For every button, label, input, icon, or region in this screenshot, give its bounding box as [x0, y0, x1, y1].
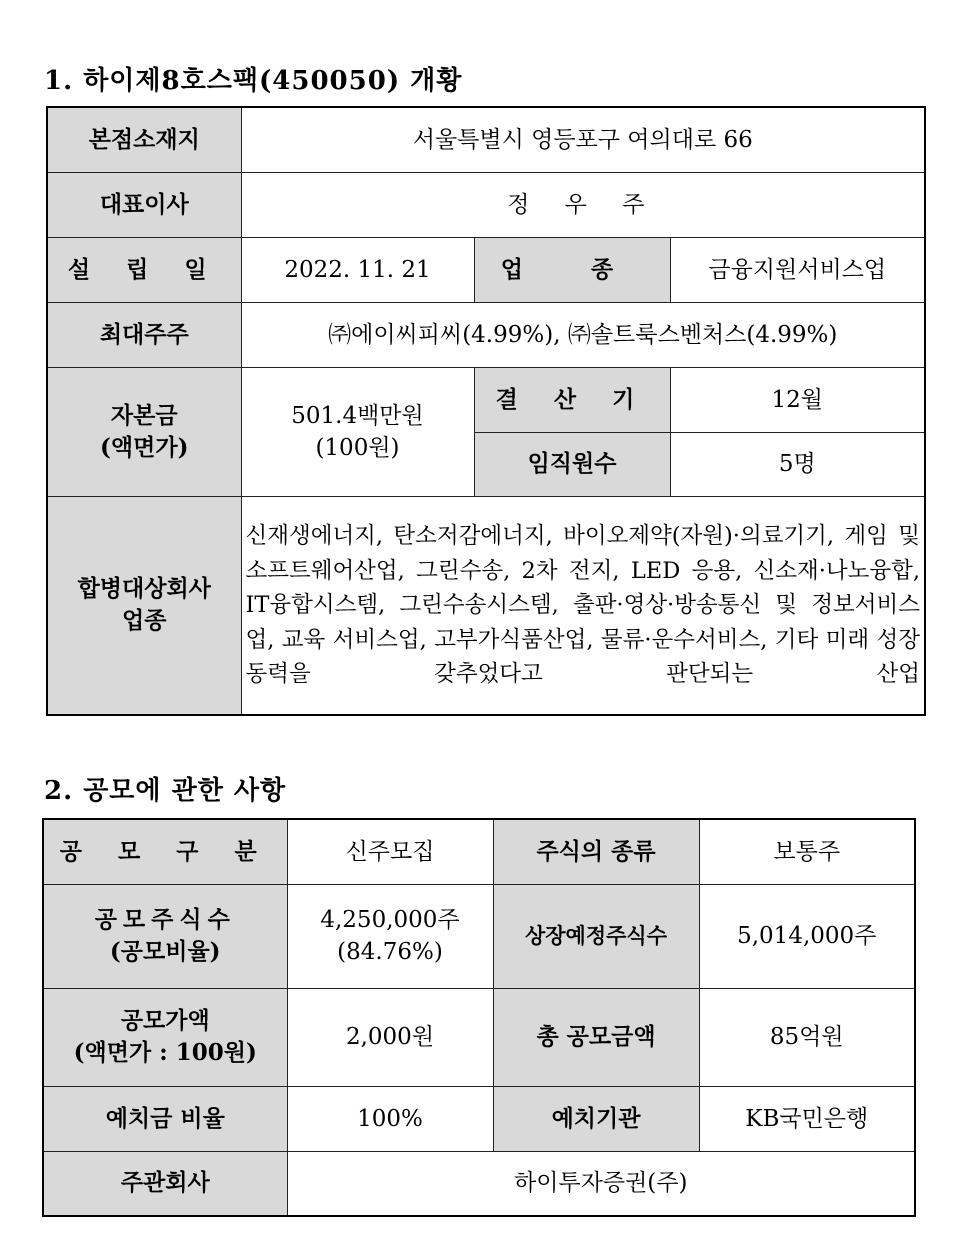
offering-shares-label-line1: 공모주식수 [94, 906, 236, 933]
section1-heading: 1. 하이제8호스팩(450050) 개황 [44, 66, 463, 96]
offering-shares-value-line1: 4,250,000주 [320, 907, 460, 933]
offering-table [42, 818, 916, 1217]
section2-heading: 2. 공모에 관한 사항 [44, 776, 287, 806]
capital-value [241, 367, 474, 496]
merger-industry-value: 신재생에너지, 탄소저감에너지, 바이오제약(자원)·의료기기, 게임 및 소프트웨어산업, 그린수송, 2차 전지, LED 응용, 신소재·나노융합, IT융합시스템, 그린수송시스템, 출판·영상·방송통신 및 정보서비스업, 교육 서비스업, 고부가식품산업, 물류·운수서비스, 기타 미래 성장 동력을 갖추었다고 판단되는 산업 [241, 496, 925, 715]
table-row [47, 172, 925, 237]
escrow-bank-value: KB국민은행 [699, 1086, 915, 1151]
escrow-bank-label: 예치기관 [493, 1086, 699, 1151]
staff-label: 임직원수 [474, 432, 670, 496]
capital-label [47, 367, 241, 496]
table-row [43, 884, 915, 988]
offering-price-label [43, 988, 287, 1086]
escrow-ratio-label: 예치금 비율 [43, 1086, 287, 1151]
ceo-label: 대표이사 [47, 172, 241, 237]
fiscal-value: 12월 [670, 367, 925, 432]
major-holder-value: ㈜에이씨피씨(4.99%), ㈜솔트룩스벤처스(4.99%) [241, 302, 925, 367]
share-kind-value: 보통주 [699, 819, 915, 884]
staff-value: 5명 [670, 432, 925, 496]
table-row [43, 1151, 915, 1216]
industry-label: 업 종 [474, 237, 670, 302]
est-label: 설 립 일 [47, 237, 241, 302]
merger-label-line2: 업종 [122, 607, 167, 635]
total-offering-value: 85억원 [699, 988, 915, 1086]
merger-industry-label [47, 496, 241, 715]
escrow-ratio-value: 100% [287, 1086, 493, 1151]
offering-price-value: 2,000원 [287, 988, 493, 1086]
table-row [47, 107, 925, 172]
lead-manager-value: 하이투자증권(주) [287, 1151, 915, 1216]
offering-shares-label-line2: (공모비율) [109, 938, 221, 965]
fiscal-label: 결 산 기 [474, 367, 670, 432]
ceo-value: 정 우 주 [241, 172, 925, 237]
capital-value-line1: 501.4백만원 [291, 402, 424, 429]
hq-value: 서울특별시 영등포구 여의대로 66 [241, 107, 925, 172]
capital-value-line2: (100원) [315, 434, 400, 461]
offering-shares-value-line2: (84.76%) [337, 939, 443, 965]
table-row [43, 1086, 915, 1151]
lead-manager-label: 주관회사 [43, 1151, 287, 1216]
listed-shares-value: 5,014,000주 [699, 884, 915, 988]
hq-label: 본점소재지 [47, 107, 241, 172]
offering-type-value: 신주모집 [287, 819, 493, 884]
est-value: 2022. 11. 21 [241, 237, 474, 302]
offering-shares-label [43, 884, 287, 988]
capital-label-line1: 자본금 [110, 401, 178, 429]
merger-label-line1: 합병대상회사 [77, 575, 211, 603]
total-offering-label: 총 공모금액 [493, 988, 699, 1086]
table-row [47, 237, 925, 302]
offering-shares-value [287, 884, 493, 988]
table-row [43, 988, 915, 1086]
table-row [47, 496, 925, 715]
table-row [43, 819, 915, 884]
offering-price-label-line2: (액면가 : 100원) [73, 1039, 257, 1066]
table-row [47, 302, 925, 367]
company-overview-table [46, 106, 926, 716]
major-holder-label: 최대주주 [47, 302, 241, 367]
offering-price-label-line1: 공모가액 [120, 1007, 210, 1034]
industry-value: 금융지원서비스업 [670, 237, 925, 302]
offering-type-label: 공 모 구 분 [43, 819, 287, 884]
capital-label-line2: (액면가) [100, 433, 189, 461]
table-row [47, 367, 925, 432]
listed-shares-label: 상장예정주식수 [493, 884, 699, 988]
share-kind-label: 주식의 종류 [493, 819, 699, 884]
